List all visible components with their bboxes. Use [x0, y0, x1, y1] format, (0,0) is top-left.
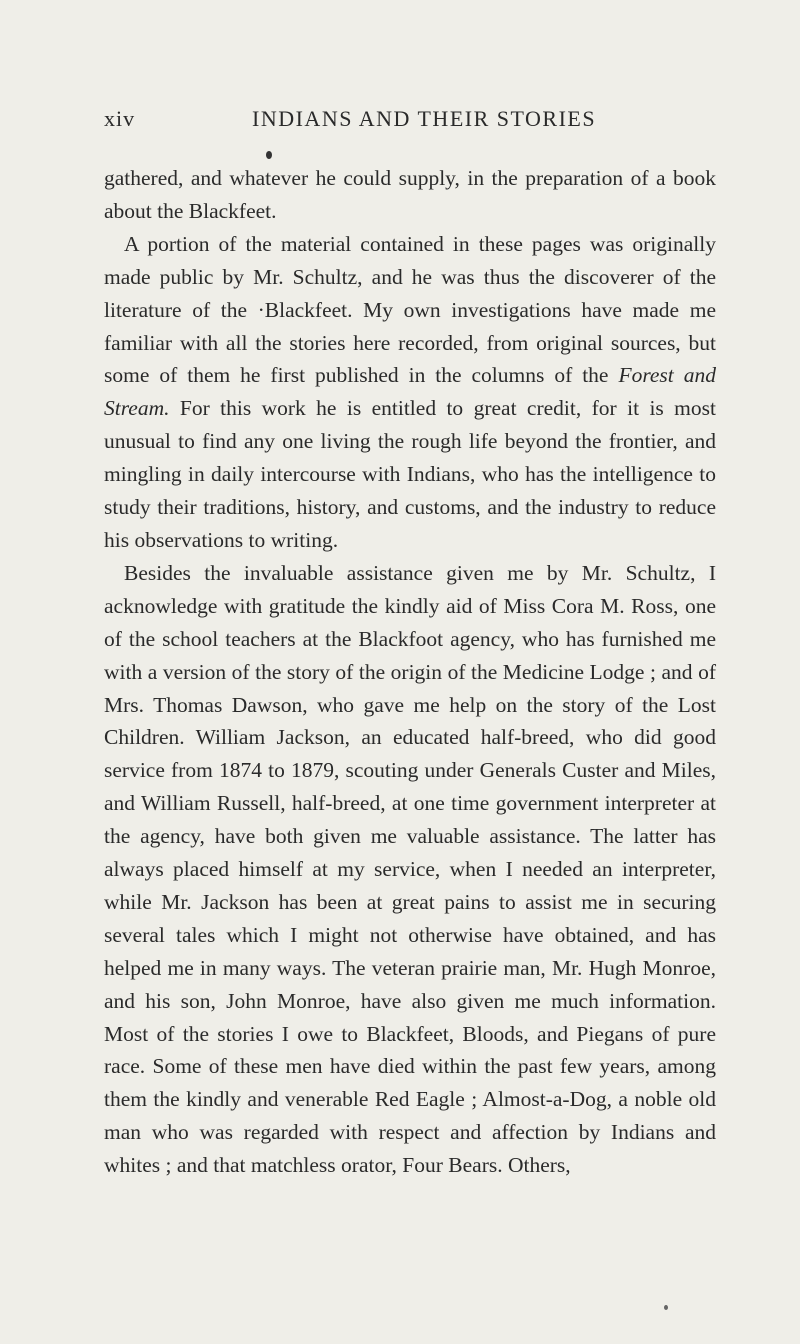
page-number: xiv	[104, 106, 136, 131]
ink-speck	[266, 151, 272, 159]
body-text	[104, 162, 716, 1182]
running-title: INDIANS AND THEIR STORIES	[252, 106, 597, 131]
running-head	[104, 104, 714, 138]
paragraph-1	[104, 162, 716, 228]
ink-speck-bottom	[664, 1305, 668, 1310]
paragraph-2-text-cont: For this work he is entitled to great credit, for it is most unusual to find any one living the rough life beyond the frontier, and mingling in daily intercourse with Indians, who has the intelligence to study their traditions, history, and customs, and the industry to reduce his observations to writing.	[104, 396, 716, 552]
journal-title: Forest and Stream.	[104, 363, 716, 421]
paragraph-3-text: Besides the invaluable assistance given me by Mr. Schultz, I acknowledge with gratitude the kindly aid of Miss Cora M. Ross, one of the school teachers at the Blackfoot agency, who has furnished me with a version of the story of the origin of the Medicine Lodge ; and of Mrs. Thomas Dawson, who gave me help on the story of the Lost Children. William Jackson, an educated half-breed, who did good service from 1874 to 1879, scouting under Generals Custer and Miles, and William Russell, half-breed, at one time government interpreter at the agency, have both given me valuable assistance. The latter has always placed himself at my service, when I needed an interpreter, while Mr. Jackson has been at great pains to assist me in securing several tales which I might not otherwise have obtained, and has helped me in many ways. The veteran prairie man, Mr. Hugh Monroe, and his son, John Monroe, have also given me much information. Most of the stories I owe to Blackfeet, Bloods, and Piegans of pure race. Some of these men have died within the past few years, among them the kindly and venerable Red Eagle ; Almost-a-Dog, a noble old man who was regarded with respect and affection by Indians and whites ; and that matchless orator, Four Bears. Others,	[104, 560, 716, 1178]
paragraph-1-text: gathered, and whatever he could supply, in the preparation of a book about the Blackfeet.	[104, 166, 716, 223]
paragraph-3	[104, 557, 716, 1182]
paragraph-2-text: A portion of the material contained in these pages was originally made public by Mr. Schultz, and he was thus the discoverer of the literature of the ·Blackfeet. My own investigations have made me familiar with all the stories here recorded, from original sources, but some of them he first published in the columns of the	[104, 231, 716, 388]
paragraph-2	[104, 228, 716, 557]
